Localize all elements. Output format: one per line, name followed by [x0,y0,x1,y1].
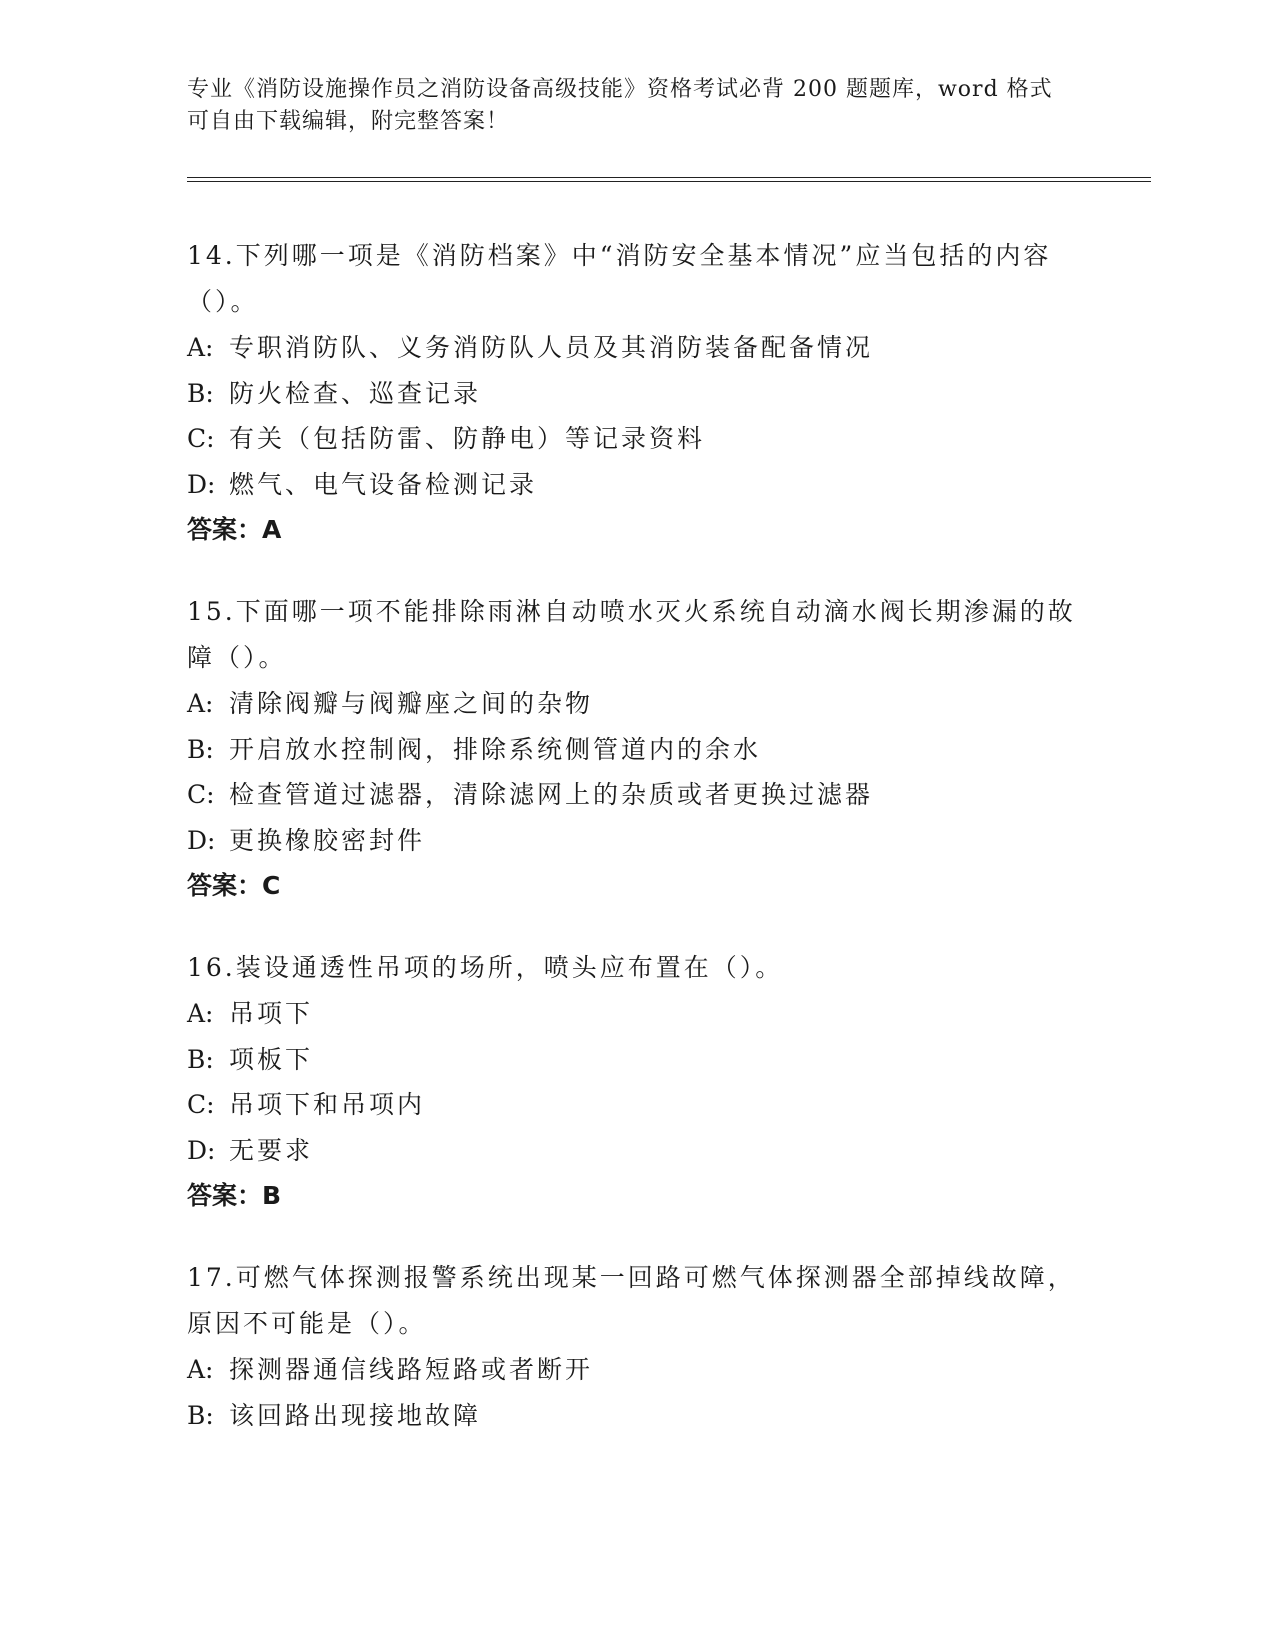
option-text: 该回路出现接地故障 [229,1400,482,1430]
question-16 [187,945,1087,1219]
option-text: 开启放水控制阀，排除系统侧管道内的余水 [229,734,762,764]
header-divider-top [187,177,1151,178]
option-text: 清除阀瓣与阀瓣座之间的杂物 [229,689,594,718]
option-b [187,1037,1087,1083]
option-key: A: [187,333,214,362]
option-text: 更换橡胶密封件 [229,825,426,855]
option-key: A: [187,689,214,718]
answer-line: 答案：A [187,515,282,544]
answer-line: 答案：B [187,1181,282,1210]
option-key: C: [187,780,215,809]
option-text: 检查管道过滤器，清除滤网上的杂质或者更换过滤器 [229,780,874,809]
option-key: B: [187,1044,214,1074]
option-c [187,416,1087,462]
question-15 [187,589,1087,909]
option-b [187,1393,1087,1439]
option-text: 吊项下和吊项内 [229,1090,426,1119]
option-key: A: [187,999,214,1028]
option-text: 防火检查、巡查记录 [229,378,482,408]
answer-line: 答案：C [187,871,281,900]
option-text: 专职消防队、义务消防队人员及其消防装备配备情况 [229,333,874,362]
option-key: C: [187,1090,215,1119]
question-list [187,233,1087,1474]
option-d [187,462,1087,508]
option-d [187,818,1087,864]
option-b [187,371,1087,417]
option-text: 燃气、电气设备检测记录 [229,469,538,499]
question-14 [187,233,1087,553]
option-key: B: [187,734,214,764]
question-17 [187,1255,1087,1438]
option-text: 吊项下 [229,999,314,1028]
question-stem: 15.下面哪一项不能排除雨淋自动喷水灭火系统自动滴水阀长期渗漏的故障（）。 [187,597,1076,672]
option-a [187,1347,1087,1393]
option-key: D: [187,469,216,499]
option-text: 无要求 [229,1135,314,1165]
option-a [187,325,1087,371]
question-stem: 14.下列哪一项是《消防档案》中“消防安全基本情况”应当包括的内容（）。 [187,241,1052,316]
option-d [187,1128,1087,1174]
option-text: 有关（包括防雷、防静电）等记录资料 [229,424,706,453]
option-a [187,991,1087,1037]
header-divider-bottom [187,181,1151,182]
option-c [187,772,1087,818]
option-key: B: [187,1400,214,1430]
option-text: 探测器通信线路短路或者断开 [229,1355,594,1384]
option-key: D: [187,1135,216,1165]
option-key: A: [187,1355,214,1384]
option-c [187,1082,1087,1128]
question-stem: 16.装设通透性吊项的场所，喷头应布置在（）。 [187,953,784,982]
option-text: 项板下 [229,1044,314,1074]
option-key: D: [187,825,216,855]
question-stem: 17.可燃气体探测报警系统出现某一回路可燃气体探测器全部掉线故障，原因不可能是（）。 [187,1263,1076,1338]
option-key: B: [187,378,214,408]
document-intro: 专业《消防设施操作员之消防设备高级技能》资格考试必背 200 题题库，word 格式可自由下载编辑，附完整答案！ [187,77,1053,134]
option-b [187,727,1087,773]
option-a [187,681,1087,727]
option-key: C: [187,424,215,453]
